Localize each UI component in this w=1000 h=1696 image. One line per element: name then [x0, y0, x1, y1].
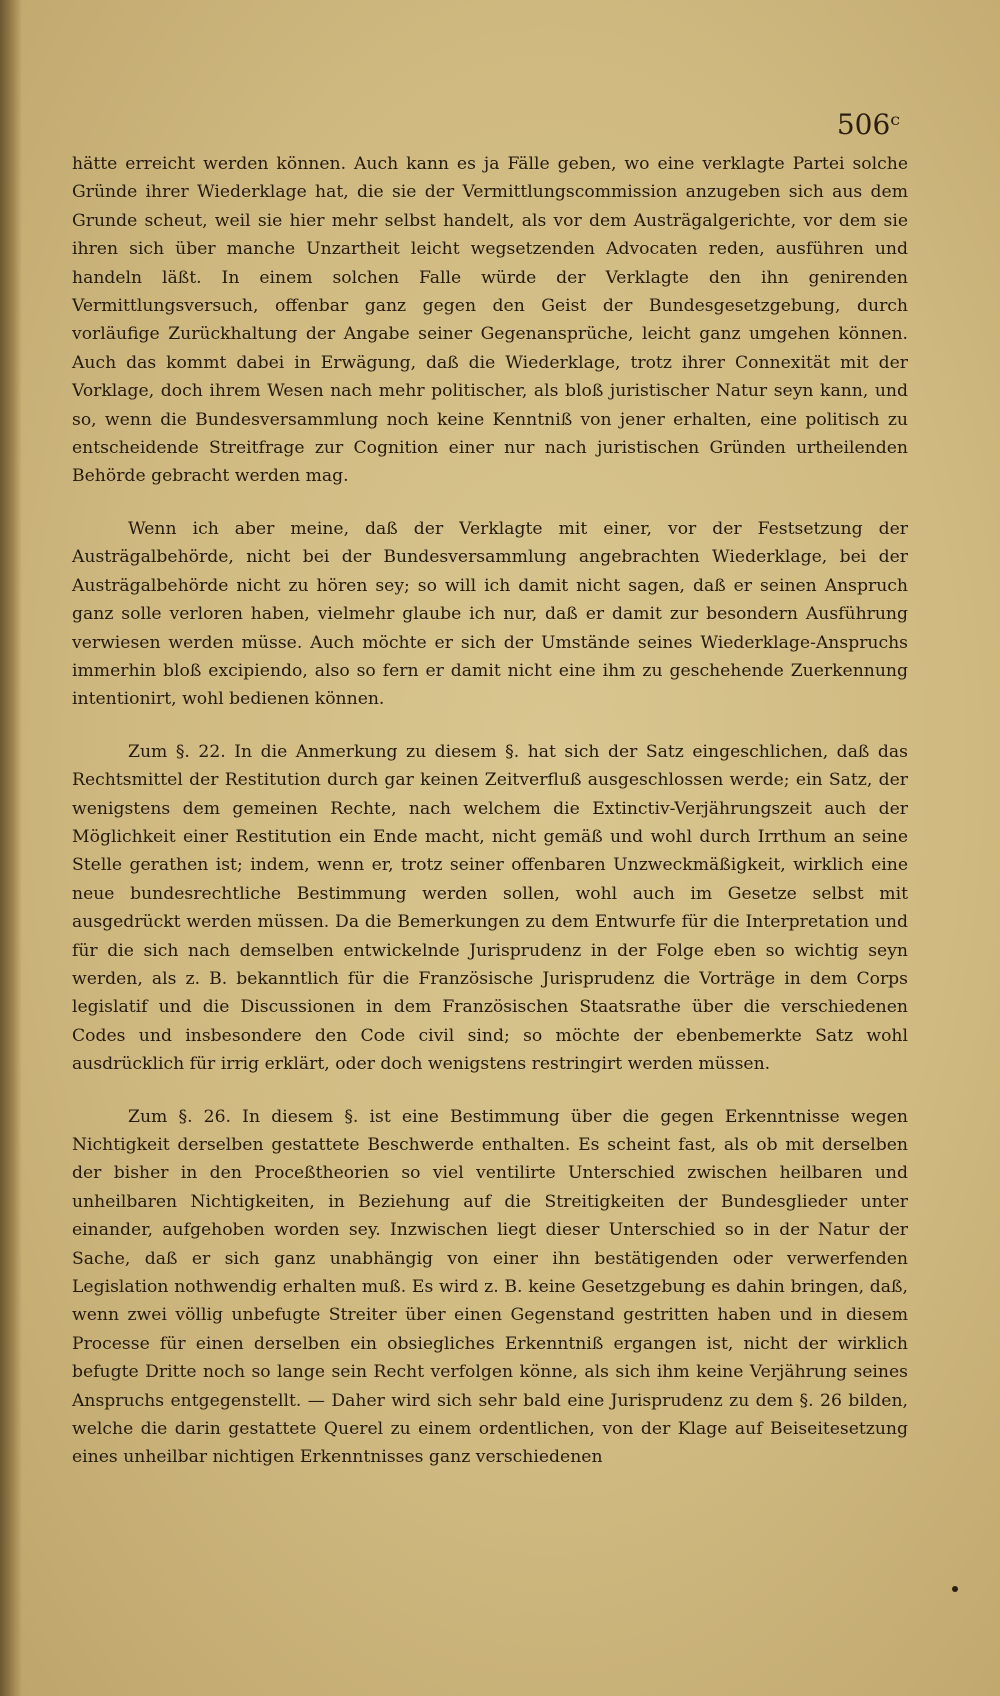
- body-text: [72, 150, 908, 1496]
- page-binding-edge: [0, 0, 22, 1696]
- paragraph-1: hätte erreicht werden können. Auch kann es ja Fälle geben, wo eine verklagte Partei solche Gründe ihrer Wiederklage hat, die sie der Vermittlungscommission anzugeben sich aus dem Grunde scheut, weil sie hier mehr selbst handelt, als vor dem Austrägalgerichte, vor dem sie ihren sich über manche Unzartheit leicht wegsetzenden Advocaten reden, ausführen und handeln läßt. In einem solchen Falle würde der Verklagte den ihn genirenden Vermittlungsversuch, offenbar ganz gegen den Geist der Bundesgesetzgebung, durch vorläufige Zurückhaltung der Angabe seiner Gegenansprüche, leicht ganz umgehen können. Auch das kommt dabei in Erwägung, daß die Wiederklage, trotz ihrer Connexität mit der Vorklage, doch ihrem Wesen nach mehr politischer, als bloß juristischer Natur seyn kann, und so, wenn die Bundesversammlung noch keine Kenntniß von jener erhalten, eine politisch zu entscheidende Streitfrage zur Cognition einer nur nach juristischen Gründen urtheilenden Behörde gebracht werden mag.: [72, 154, 908, 487]
- paragraph-2: Wenn ich aber meine, daß der Verklagte mit einer, vor der Festsetzung der Austrägalbehörde, nicht bei der Bundesversammlung angebrachten Wiederklage, bei der Austrägalbehörde nicht zu hören sey; so will ich damit nicht sagen, daß er seinen Anspruch ganz solle verloren haben, vielmehr glaube ich nur, daß er damit zur besondern Ausführung verwiesen werden müsse. Auch möchte er sich der Umstände seines Wiederklage-Anspruchs immerhin bloß excipiendo, also so fern er damit nicht eine ihm zu geschehende Zuerkennung intentionirt, wohl bedienen können.: [72, 518, 908, 710]
- paragraph-4: Zum §. 26. In diesem §. ist eine Bestimmung über die gegen Erkenntnisse wegen Nichtigkeit derselben gestattete Beschwerde enthalten. Es scheint fast, als ob mit derselben der bisher in den Proceßtheorien so viel ventilirte Unterschied zwischen heilbaren und unheilbaren Nichtigkeiten, in Beziehung auf die Streitigkeiten der Bundesglieder unter einander, aufgehoben worden sey. Inzwischen liegt dieser Unterschied so in der Natur der Sache, daß er sich ganz unabhängig von einer ihn bestätigenden oder verwerfenden Legislation nothwendig erhalten muß. Es wird z. B. keine Gesetzgebung es dahin bringen, daß, wenn zwei völlig unbefugte Streiter über einen Gegenstand gestritten haben und in diesem Processe für einen derselben ein obsiegliches Erkenntniß ergangen ist, nicht der wirklich befugte Dritte noch so lange sein Recht verfolgen könne, als sich ihm keine Verjährung seines Anspruchs entgegenstellt. — Daher wird sich sehr bald eine Jurisprudenz zu dem §. 26 bilden, welche die darin gestattete Querel zu einem ordentlichen, von der Klage auf Beiseitesetzung eines unheilbar nichtigen Erkenntnisses ganz verschiedenen: [72, 1106, 908, 1468]
- paragraph-3: Zum §. 22. In die Anmerkung zu diesem §. hat sich der Satz eingeschlichen, daß das Rechtsmittel der Restitution durch gar keinen Zeitverfluß ausgeschlossen werde; ein Satz, der wenigstens dem gemeinen Rechte, nach welchem die Extinctiv-Verjährungszeit auch der Möglichkeit einer Restitution ein Ende macht, nicht gemäß und wohl durch Irrthum an seine Stelle gerathen ist; indem, wenn er, trotz seiner offenbaren Unzweckmäßigkeit, wirklich eine neue bundesrechtliche Bestimmung werden sollen, wohl auch im Gesetze selbst mit ausgedrückt werden müssen. Da die Bemerkungen zu dem Entwurfe für die Interpretation und für die sich nach demselben entwickelnde Jurisprudenz in der Folge eben so wichtig seyn werden, als z. B. bekanntlich für die Französische Jurisprudenz die Vorträge in dem Corps legislatif und die Discussionen in dem Französischen Staatsrathe über die verschiedenen Codes und insbesondere den Code civil sind; so möchte der ebenbemerkte Satz wohl ausdrücklich für irrig erklärt, oder doch wenigstens restringirt werden müssen.: [72, 741, 908, 1075]
- ink-spot: [952, 1586, 958, 1592]
- page-number: 506ᶜ: [836, 108, 900, 141]
